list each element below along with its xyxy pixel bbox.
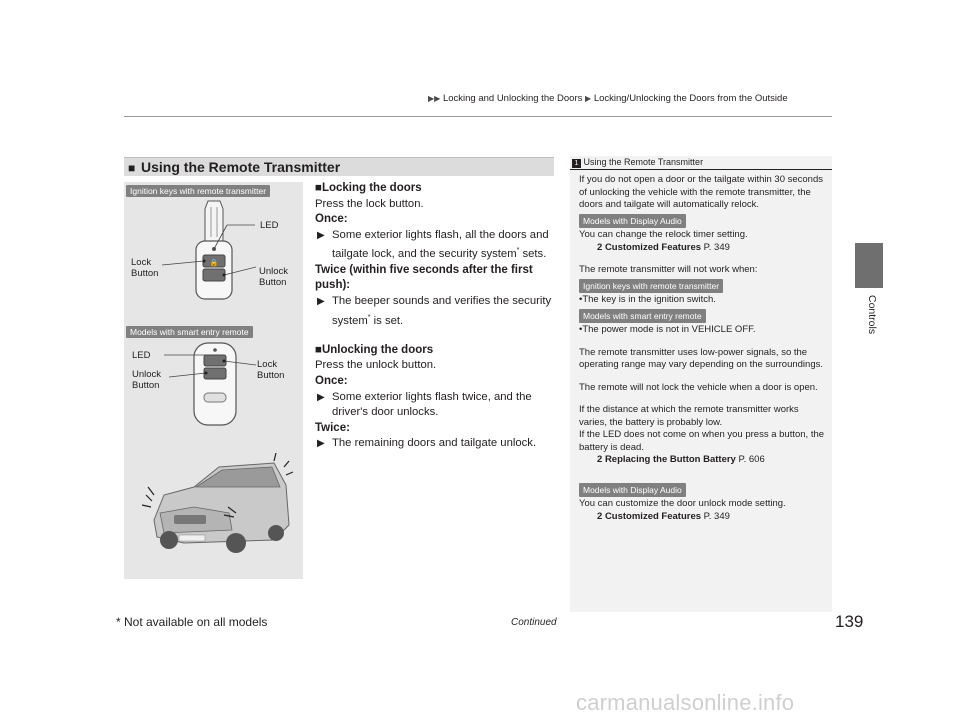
locking-twice-text bbox=[315, 294, 560, 329]
key-lock-button-label: Lock Button bbox=[131, 257, 159, 279]
fob-led-label: LED bbox=[132, 350, 151, 361]
fob-lock-button-label: Lock Button bbox=[257, 359, 285, 381]
note-p1: If you do not open a door or the tailgate within 30 seconds of unlocking the vehicle with the remote transmitter, the doors and tailgate will automatically relock. bbox=[579, 174, 823, 210]
xref-customized-features-1[interactable] bbox=[579, 242, 829, 255]
key-led-label: LED bbox=[260, 220, 279, 231]
step-arrow-icon: ▶ bbox=[317, 229, 325, 241]
unlocking-twice-text-body: The remaining doors and tailgate unlock. bbox=[332, 437, 537, 450]
step-arrow-icon: ▶ bbox=[317, 391, 325, 403]
footnote-asterisk: * bbox=[367, 313, 371, 321]
note-p4: The remote transmitter uses low-power signals, so the operating range may vary depending on the surroundings. bbox=[579, 346, 823, 370]
footnote: * Not available on all models bbox=[116, 615, 268, 629]
unlocking-twice-text bbox=[315, 436, 560, 452]
page-number: 139 bbox=[835, 612, 864, 631]
note-divider bbox=[570, 169, 832, 170]
locking-heading: ■Locking the doors bbox=[315, 182, 422, 194]
locking-once-text bbox=[315, 228, 560, 263]
breadcrumb-arrow-icon: ▶ bbox=[585, 94, 592, 103]
breadcrumb bbox=[428, 93, 788, 104]
tag-smart-entry: Models with smart entry remote bbox=[126, 326, 253, 338]
main-text bbox=[315, 181, 560, 452]
step-arrow-icon: ▶ bbox=[317, 295, 325, 307]
tag-smart-entry-note: Models with smart entry remote bbox=[579, 309, 706, 324]
unlocking-once-label: Once: bbox=[315, 375, 348, 388]
locking-twice-label: Twice (within five seconds after the first push): bbox=[315, 263, 533, 292]
footnote-asterisk: * bbox=[516, 247, 520, 255]
locking-once-text-b: sets. bbox=[519, 248, 547, 261]
header-divider bbox=[124, 116, 832, 117]
note-p5: The remote will not lock the vehicle when a door is open. bbox=[579, 381, 818, 393]
note-title: Using the Remote Transmitter bbox=[583, 157, 704, 167]
fob-unlock-button-label: Unlock Button bbox=[132, 369, 162, 391]
xref-replacing-battery[interactable] bbox=[579, 454, 829, 467]
tag-display-audio-2: Models with Display Audio bbox=[579, 483, 686, 498]
xref-icon: 2 bbox=[597, 510, 603, 522]
section-heading bbox=[124, 157, 554, 176]
note-bullet2: •The power mode is not in VEHICLE OFF. bbox=[579, 324, 756, 335]
note-body bbox=[579, 174, 829, 523]
key-unlock-button-label: Unlock Button bbox=[259, 266, 289, 288]
xref-icon: 2 bbox=[597, 454, 603, 465]
xref3-title[interactable]: Customized Features bbox=[604, 510, 702, 522]
breadcrumb-part2[interactable]: Locking/Unlocking the Doors from the Outside bbox=[593, 93, 788, 104]
note-bullet1: •The key is in the ignition switch. bbox=[579, 294, 716, 305]
tag-display-audio-1: Models with Display Audio bbox=[579, 214, 686, 229]
note-p3: The remote transmitter will not work when: bbox=[579, 264, 758, 275]
xref2-title[interactable]: Replacing the Button Battery bbox=[604, 454, 736, 465]
tag-ignition-keys-note: Ignition keys with remote transmitter bbox=[579, 279, 723, 294]
xref-icon: 2 bbox=[597, 241, 603, 253]
section-marker-icon: ■ bbox=[128, 161, 136, 175]
xref-customized-features-2[interactable] bbox=[579, 511, 829, 524]
watermark: carmanualsonline.info bbox=[576, 690, 795, 715]
breadcrumb-arrow-icon: ▶▶ bbox=[428, 94, 441, 103]
unlocking-once-text bbox=[315, 390, 560, 421]
chapter-tab-marker[interactable] bbox=[855, 243, 883, 288]
xref2-page: P. 606 bbox=[735, 454, 765, 465]
note-p8: You can customize the door unlock mode setting. bbox=[579, 498, 786, 509]
tag-ignition-keys: Ignition keys with remote transmitter bbox=[126, 185, 270, 197]
locking-once-text-a: Some exterior lights flash, all the doors and tailgate lock, and the security system bbox=[332, 228, 549, 261]
note-p2: You can change the relock timer setting. bbox=[579, 229, 748, 240]
suv-illustration bbox=[142, 453, 293, 553]
note-p7: If the LED does not come on when you press a button, the battery is dead. bbox=[579, 429, 825, 453]
locking-intro: Press the lock button. bbox=[315, 197, 424, 210]
unlocking-heading: ■Unlocking the doors bbox=[315, 343, 434, 356]
note-icon: 1 bbox=[572, 159, 581, 168]
continued-label: Continued bbox=[511, 617, 557, 628]
xref1-page: P. 349 bbox=[701, 241, 730, 253]
svg-text:🔒: 🔒 bbox=[209, 259, 219, 267]
section-title: Using the Remote Transmitter bbox=[141, 159, 341, 175]
note-p6: If the distance at which the remote transmitter works varies, the battery is probably low. bbox=[579, 404, 799, 428]
locking-once-label: Once: bbox=[315, 213, 348, 226]
xref1-title[interactable]: Customized Features bbox=[604, 241, 702, 253]
chapter-tab-label[interactable]: Controls bbox=[866, 295, 878, 335]
locking-twice-text-b: is set. bbox=[370, 314, 404, 327]
unlocking-once-text-body: Some exterior lights flash twice, and the driver's door unlocks. bbox=[332, 390, 532, 419]
note-heading bbox=[572, 157, 703, 168]
xref3-page: P. 349 bbox=[701, 510, 730, 522]
locking-twice-text-a: The beeper sounds and verifies the security system bbox=[332, 294, 552, 327]
ignition-key-illustration bbox=[162, 201, 256, 299]
unlocking-twice-label: Twice: bbox=[315, 421, 350, 434]
smart-entry-fob-illustration bbox=[164, 343, 256, 425]
breadcrumb-part1[interactable]: Locking and Unlocking the Doors bbox=[442, 93, 583, 104]
unlocking-intro: Press the unlock button. bbox=[315, 359, 437, 372]
step-arrow-icon: ▶ bbox=[317, 438, 325, 450]
